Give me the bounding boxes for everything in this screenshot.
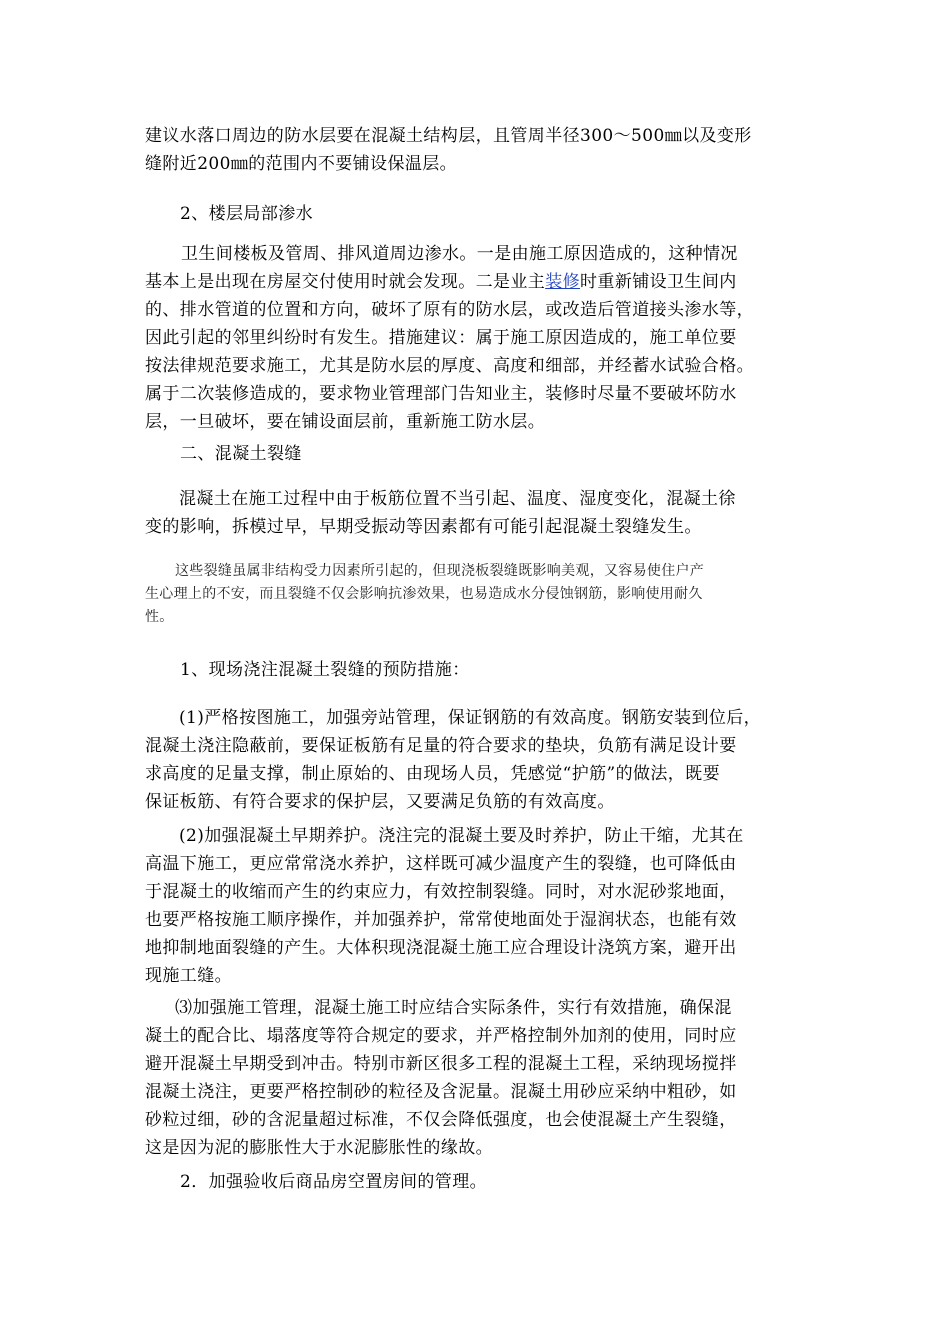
text-line: 层，一旦破坏，要在铺设面层前，重新施工防水层。	[145, 412, 546, 432]
text-line: 凝土的配合比、塌落度等符合规定的要求，并严格控制外加剂的使用，同时应	[145, 1026, 737, 1046]
text-line: 按法律规范要求施工，尤其是防水层的厚度、高度和细部，并经蓄水试验合格。	[145, 356, 754, 376]
text-line: 混凝土在施工过程中由于板筋位置不当引起、温度、湿度变化，混凝土徐	[179, 489, 736, 509]
text-line: 变的影响，拆模过早，早期受振动等因素都有可能引起混凝土裂缝发生。	[145, 517, 702, 537]
text-line: 混凝土浇注隐蔽前，要保证板筋有足量的符合要求的垫块，负筋有满足设计要	[145, 736, 737, 756]
text-line: 卫生间楼板及管周、排风道周边渗水。一是由施工原因造成的，这种情况	[181, 244, 738, 264]
text-line: 性。	[145, 609, 174, 625]
text-line: 求高度的足量支撑，制止原始的、由现场人员，凭感觉“护筋”的做法，既要	[145, 764, 720, 784]
text-segment: 时重新铺设卫生间内	[580, 272, 737, 292]
text-line: 生心理上的不安，而且裂缝不仅会影响抗渗效果，也易造成水分侵蚀钢筋，影响使用耐久	[145, 586, 703, 602]
text-line: 缝附近200㎜的范围内不要铺设保温层。	[145, 154, 458, 174]
text-line: 建议水落口周边的防水层要在混凝土结构层，且管周半径300～500㎜以及变形	[145, 126, 752, 146]
heading-concrete-cracks	[180, 440, 850, 468]
heading-text: 2．加强验收后商品房空置房间的管理。	[180, 1172, 488, 1192]
paragraph-measure-2	[145, 822, 815, 990]
heading-text: 1、现场浇注混凝土裂缝的预防措施：	[180, 660, 470, 680]
text-line: (1)严格按图施工，加强旁站管理，保证钢筋的有效高度。钢筋安装到位后，	[179, 708, 762, 728]
text-line: 因此引起的邻里纠纷时有发生。措施建议：属于施工原因造成的，施工单位要	[145, 328, 737, 348]
text-line: ⑶加强施工管理，混凝土施工时应结合实际条件，实行有效措施，确保混	[175, 998, 732, 1018]
text-line-with-link	[145, 268, 815, 296]
text-line: 保证板筋、有符合要求的保护层，又要满足负筋的有效高度。	[145, 792, 615, 812]
heading-floor-leakage	[180, 200, 850, 228]
text-line: 这是因为泥的膨胀性大于水泥膨胀性的缘故。	[145, 1138, 493, 1158]
paragraph-insulation-note	[145, 122, 815, 178]
text-line: 地抑制地面裂缝的产生。大体积现浇混凝土施工应合理设计浇筑方案，避开出	[145, 938, 737, 958]
text-line: 的、排水管道的位置和方向，破坏了原有的防水层，或改造后管道接头渗水等，	[145, 300, 754, 320]
text-line: 于混凝土的收缩而产生的约束应力，有效控制裂缝。同时，对水泥砂浆地面，	[145, 882, 737, 902]
paragraph-crack-causes	[145, 485, 815, 541]
text-line: 也要严格按施工顺序操作，并加强养护，常常使地面处于湿润状态，也能有效	[145, 910, 737, 930]
heading-text: 2、楼层局部渗水	[180, 204, 314, 224]
text-line: 这些裂缝虽属非结构受力因素所引起的，但现浇板裂缝既影响美观，又容易使住户产	[175, 563, 705, 579]
text-line: 高温下施工，更应常常浇水养护，这样既可减少温度产生的裂缝，也可降低由	[145, 854, 737, 874]
paragraph-measure-1	[145, 704, 815, 816]
paragraph-bathroom-leakage	[145, 240, 815, 436]
text-line: 混凝土浇注，更要严格控制砂的粒径及含泥量。混凝土用砂应采纳中粗砂，如	[145, 1082, 737, 1102]
text-line: 现施工缝。	[145, 966, 232, 986]
text-line: 属于二次装修造成的，要求物业管理部门告知业主，装修时尽量不要破坏防水	[145, 384, 737, 404]
heading-vacant-room-management	[180, 1168, 850, 1196]
paragraph-crack-effects	[145, 560, 815, 629]
renovation-link[interactable]: 装修	[545, 272, 581, 292]
text-line: 避开混凝土早期受到冲击。特别市新区很多工程的混凝土工程，采纳现场搅拌	[145, 1054, 737, 1074]
paragraph-measure-3	[145, 994, 815, 1162]
heading-prevention-measures	[180, 656, 850, 684]
text-segment: 基本上是出现在房屋交付使用时就会发现。二是业主	[145, 272, 546, 292]
text-line: 砂粒过细，砂的含泥量超过标准，不仅会降低强度，也会使混凝土产生裂缝，	[145, 1110, 737, 1130]
heading-text: 二、混凝土裂缝	[180, 444, 302, 464]
text-line: (2)加强混凝土早期养护。浇注完的混凝土要及时养护，防止干缩，尤其在	[179, 826, 744, 846]
